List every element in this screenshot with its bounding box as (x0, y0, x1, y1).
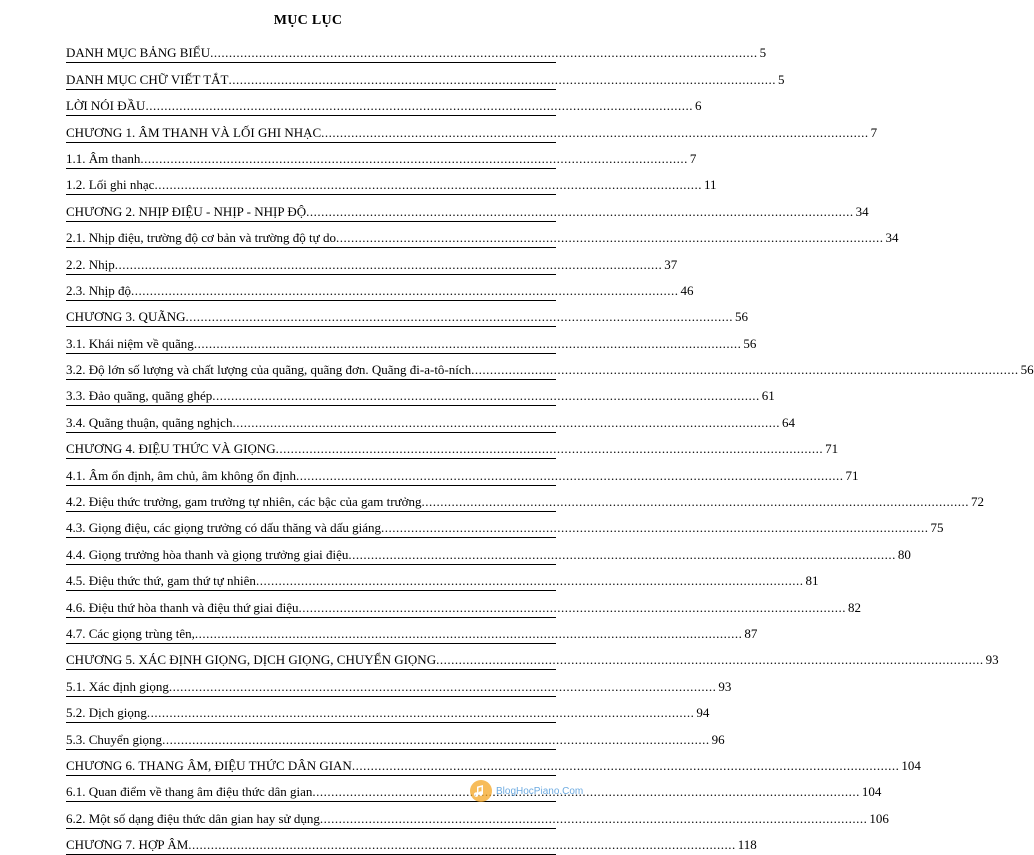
toc-entry-title: 4.2. Điệu thức trưởng, gam trưởng tự nhiên, các bậc của gam trưởng (66, 494, 422, 510)
toc-entry[interactable] (66, 802, 889, 828)
toc-page-number: 34 (885, 230, 899, 246)
toc-page-number: 94 (696, 705, 710, 721)
toc-entry-title: 4.5. Điệu thức thứ, gam thứ tự nhiên (66, 573, 256, 589)
toc-entry[interactable] (66, 169, 717, 195)
dot-leader (421, 494, 969, 511)
toc-page-number: 75 (930, 520, 944, 536)
dot-leader (210, 45, 758, 62)
toc-entry[interactable] (66, 512, 944, 538)
page-title: MỤC LỤC (273, 13, 343, 28)
toc-entry-title: 3.3. Đảo quãng, quãng ghép (66, 388, 213, 404)
dot-leader (306, 204, 854, 221)
toc-page-number: 56 (743, 335, 757, 351)
toc-entry-title: DANH MỤC BẢNG BIỂU (66, 45, 211, 61)
toc-entry-title: 4.4. Giọng trưởng hòa thanh và giọng trưởng giai điệu (66, 546, 349, 562)
toc-page-number: 93 (718, 678, 732, 694)
toc-entry[interactable] (66, 433, 839, 459)
dot-leader (232, 415, 780, 432)
dot-leader (162, 732, 710, 749)
dot-leader (320, 811, 868, 828)
toc-page-number: 71 (845, 467, 859, 483)
toc-entry[interactable] (66, 591, 862, 617)
toc-entry-title: 4.1. Âm ổn định, âm chủ, âm không ổn định (66, 467, 297, 483)
toc-page-number: 118 (737, 837, 757, 853)
toc-page-number: 104 (861, 784, 882, 800)
music-note-icon (470, 780, 492, 802)
table-of-contents (66, 37, 1034, 855)
toc-page-number: 6 (694, 98, 702, 114)
dot-leader (188, 837, 736, 854)
dot-leader (352, 758, 900, 775)
toc-entry[interactable] (66, 750, 921, 776)
toc-entry[interactable] (66, 723, 725, 749)
toc-entry-title: CHƯƠNG 1. ÂM THANH VÀ LỐI GHI NHẠC (66, 124, 322, 140)
toc-page-number: 64 (781, 414, 795, 430)
toc-entry[interactable] (66, 406, 795, 432)
toc-entry-title: CHƯƠNG 4. ĐIỆU THỨC VÀ GIỌNG (66, 441, 276, 457)
toc-entry[interactable] (66, 618, 758, 644)
dot-leader (228, 72, 776, 89)
toc-page-number: 56 (1020, 362, 1034, 378)
toc-entry[interactable] (66, 90, 702, 116)
watermark-text: BlogHocPiano.Com (496, 785, 584, 797)
toc-entry-title: CHƯƠNG 2. NHỊP ĐIỆU - NHỊP - NHỊP ĐỘ (66, 203, 307, 219)
dot-leader (299, 600, 847, 617)
toc-entry[interactable] (66, 459, 859, 485)
dot-leader (154, 177, 702, 194)
dot-leader (381, 520, 929, 537)
dot-leader (321, 125, 869, 142)
toc-entry[interactable] (66, 222, 899, 248)
toc-entry[interactable] (66, 697, 710, 723)
dot-leader (194, 336, 742, 353)
toc-entry-title: 4.6. Điệu thứ hòa thanh và điệu thứ giai điệu (66, 599, 299, 615)
toc-entry-title: 2.3. Nhịp độ (66, 282, 131, 298)
dot-leader (115, 257, 663, 274)
toc-entry-title: LỜI NÓI ĐẦU (66, 98, 146, 114)
toc-entry[interactable] (66, 37, 767, 63)
toc-entry[interactable] (66, 670, 732, 696)
toc-page-number: 81 (805, 573, 819, 589)
toc-entry[interactable] (66, 380, 775, 406)
toc-page-number: 5 (777, 71, 785, 87)
toc-entry[interactable] (66, 829, 757, 855)
toc-page-number: 46 (680, 282, 694, 298)
dot-leader (212, 388, 760, 405)
toc-page-number: 61 (761, 388, 775, 404)
toc-page-number: 71 (825, 441, 839, 457)
toc-entry-title: 2.2. Nhịp (66, 256, 115, 272)
toc-entry-title: 5.1. Xác định giọng (66, 678, 169, 694)
toc-entry-title: 1.2. Lối ghi nhạc (66, 177, 155, 193)
toc-entry-title: 4.7. Các giọng trùng tên, (66, 625, 195, 641)
toc-entry-title: CHƯƠNG 6. THANG ÂM, ĐIỆU THỨC DÂN GIAN (66, 757, 352, 773)
toc-page-number: 96 (711, 731, 725, 747)
dot-leader (140, 151, 688, 168)
dot-leader (296, 468, 844, 485)
toc-entry[interactable] (66, 143, 697, 169)
toc-page-number: 7 (689, 150, 697, 166)
toc-page-number: 106 (869, 810, 889, 826)
toc-entry[interactable] (66, 486, 984, 512)
dot-leader (186, 309, 734, 326)
toc-entry[interactable] (66, 195, 869, 221)
dot-leader (169, 679, 717, 696)
dot-leader (436, 652, 984, 669)
dot-leader (471, 362, 1019, 379)
dot-leader (147, 705, 695, 722)
dot-leader (256, 573, 804, 590)
toc-entry[interactable] (66, 275, 694, 301)
toc-entry[interactable] (66, 248, 678, 274)
toc-entry[interactable] (66, 565, 819, 591)
dot-leader (336, 230, 884, 247)
toc-entry-title: 3.2. Độ lớn số lượng và chất lượng của quãng, quãng đơn. Quãng đi-a-tô-ních (66, 362, 472, 378)
toc-entry-title: 1.1. Âm thanh (66, 150, 141, 166)
dot-leader (276, 441, 824, 458)
toc-page-number: 87 (744, 625, 758, 641)
toc-entry-title: DANH MỤC CHỮ VIẾT TẮT (66, 71, 229, 87)
toc-page-number: 82 (848, 599, 862, 615)
toc-entry-title: 4.3. Giọng điệu, các giọng trưởng có dấu thăng và dấu giáng (66, 520, 382, 536)
toc-entry[interactable] (66, 327, 757, 353)
toc-page-number: 104 (901, 757, 921, 773)
toc-entry-title: CHƯƠNG 7. HỢP ÂM (66, 837, 189, 853)
toc-entry-title: 6.1. Quan điểm về thang âm điệu thức dân gian (66, 784, 313, 800)
dot-leader (195, 626, 743, 643)
toc-page-number: 72 (970, 494, 984, 510)
toc-page-number: 80 (897, 546, 911, 562)
toc-entry-title: 3.1. Khái niệm về quãng (66, 335, 194, 351)
toc-page-number: 5 (759, 45, 767, 61)
watermark (470, 779, 600, 803)
dot-leader (348, 547, 896, 564)
toc-entry[interactable] (66, 354, 1034, 380)
toc-page-number: 11 (703, 177, 717, 193)
toc-page-number: 37 (664, 256, 678, 272)
toc-entry-title: 5.2. Dịch giọng (66, 705, 147, 721)
toc-entry-title: CHƯƠNG 5. XÁC ĐỊNH GIỌNG, DỊCH GIỌNG, CHUYỂN GIỌNG (66, 652, 437, 668)
toc-page-number: 93 (985, 652, 999, 668)
toc-entry[interactable] (66, 301, 749, 327)
toc-entry-title: 2.1. Nhịp điệu, trường độ cơ bản và trường độ tự do (66, 230, 336, 246)
dot-leader (145, 98, 693, 115)
toc-entry-title: 5.3. Chuyển giọng (66, 731, 163, 747)
toc-entry[interactable] (66, 63, 785, 89)
toc-page-number: 34 (855, 203, 869, 219)
toc-entry-title: 6.2. Một số dạng điệu thức dân gian hay sử dụng (66, 810, 320, 826)
toc-entry-title: CHƯƠNG 3. QUÃNG (66, 309, 186, 325)
toc-entry[interactable] (66, 538, 911, 564)
toc-entry[interactable] (66, 644, 999, 670)
toc-page-number: 56 (735, 309, 749, 325)
toc-entry-title: 3.4. Quãng thuận, quãng nghịch (66, 414, 233, 430)
toc-entry[interactable] (66, 116, 878, 142)
dot-leader (131, 283, 679, 300)
toc-page-number: 7 (870, 124, 878, 140)
